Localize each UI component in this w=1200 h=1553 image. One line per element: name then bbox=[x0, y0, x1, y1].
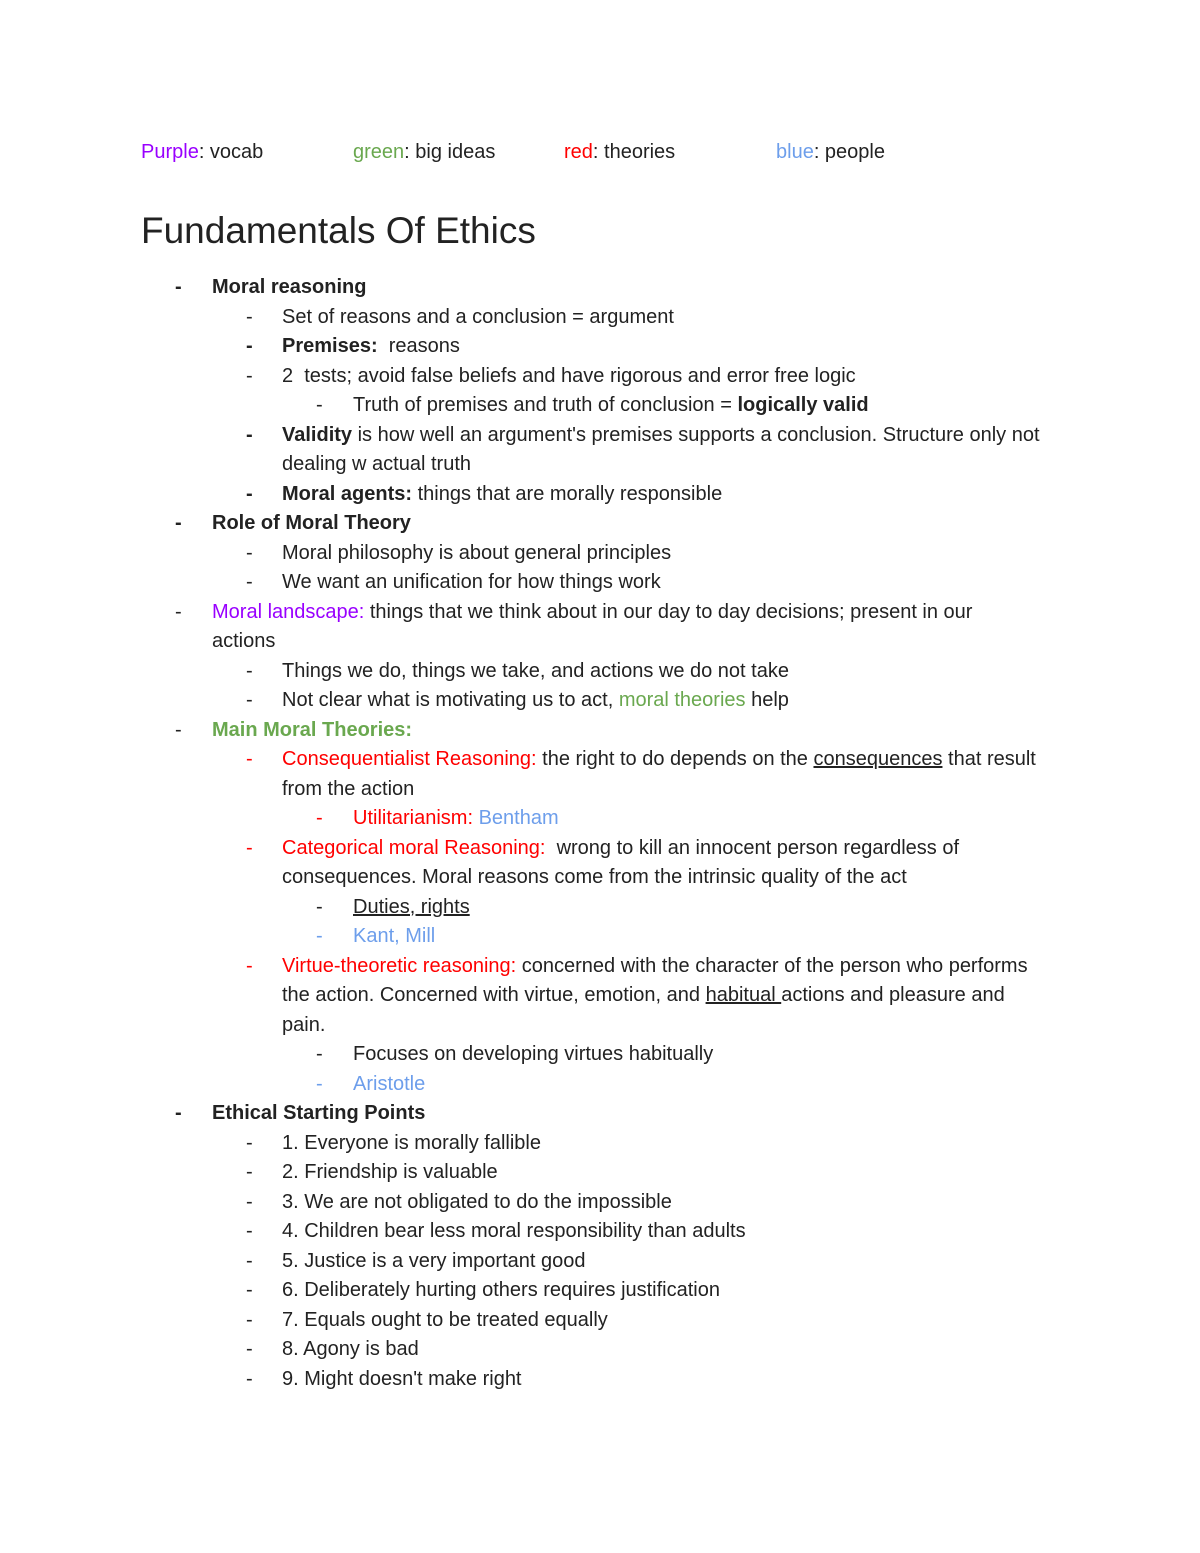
legend-color-word: Purple bbox=[141, 141, 199, 163]
list-item bbox=[0, 421, 1040, 480]
bullet-dash: - bbox=[246, 335, 253, 357]
note-text: concerned with the character of the person who performs the action. Concerned with virtue, emotion, and bbox=[282, 954, 1028, 1006]
list-item bbox=[0, 1247, 1040, 1277]
bullet-dash: - bbox=[246, 1308, 253, 1331]
list-item bbox=[0, 332, 1040, 362]
legend-blue bbox=[776, 141, 885, 164]
bullet-dash: - bbox=[246, 1249, 253, 1272]
notes-outline bbox=[0, 273, 1200, 1394]
note-text: reasons bbox=[377, 335, 460, 357]
legend-meaning: : people bbox=[813, 141, 885, 163]
bullet-dash: - bbox=[246, 423, 253, 446]
legend-color-word: red bbox=[564, 141, 593, 163]
list-item bbox=[0, 1217, 1040, 1247]
bullet-dash: - bbox=[246, 689, 253, 711]
bullet-dash: - bbox=[316, 394, 323, 416]
note-text: the right to do depends on the bbox=[536, 748, 814, 770]
list-item bbox=[0, 362, 1040, 392]
list-item bbox=[0, 1335, 1040, 1365]
legend-meaning: : vocab bbox=[198, 141, 264, 163]
bullet-dash: - bbox=[246, 1279, 253, 1301]
person-name: Kant, Mill bbox=[353, 925, 436, 947]
list-item bbox=[0, 1099, 1040, 1129]
note-text: Moral philosophy is about general principles bbox=[282, 541, 672, 564]
list-item bbox=[0, 1040, 1040, 1070]
bullet-dash: - bbox=[175, 600, 182, 623]
bullet-dash: - bbox=[316, 895, 323, 918]
legend-red bbox=[564, 141, 675, 164]
underlined-text: habitual bbox=[705, 984, 782, 1006]
bullet-dash: - bbox=[246, 1190, 253, 1213]
big-idea-text: moral theories bbox=[618, 689, 746, 711]
bullet-dash: - bbox=[316, 925, 323, 947]
page-title: Fundamentals Of Ethics bbox=[141, 210, 536, 251]
note-text: things that we think about in our day to day decisions; present in our actions bbox=[212, 600, 973, 652]
bullet-dash: - bbox=[175, 1102, 182, 1124]
legend-green bbox=[353, 141, 495, 164]
list-item bbox=[0, 922, 1040, 952]
note-text: Things we do, things we take, and actions we do not take bbox=[282, 659, 789, 682]
note-text: 6. Deliberately hurting others requires justification bbox=[282, 1279, 720, 1301]
vocab-term: Moral agents: bbox=[282, 482, 413, 505]
note-text: help bbox=[745, 689, 789, 711]
note-text: 2. Friendship is valuable bbox=[282, 1161, 498, 1183]
list-item bbox=[0, 509, 1040, 539]
note-text: Not clear what is motivating us to act, bbox=[282, 689, 619, 711]
note-text: that result from the action bbox=[282, 748, 1036, 800]
bullet-dash: - bbox=[246, 748, 253, 770]
note-text: wrong to kill an innocent person regardless of consequences. Moral reasons come from the intrinsic quality of the act bbox=[282, 836, 965, 888]
bullet-dash: - bbox=[175, 718, 182, 741]
color-legend bbox=[141, 141, 1041, 169]
bullet-dash: - bbox=[246, 571, 253, 593]
bullet-dash: - bbox=[175, 276, 182, 298]
theory-term: Categorical moral Reasoning: bbox=[282, 836, 546, 859]
list-item bbox=[0, 598, 1040, 657]
vocab-term: Moral landscape: bbox=[212, 600, 365, 623]
section-heading: Role of Moral Theory bbox=[212, 512, 411, 534]
legend-purple bbox=[141, 141, 263, 164]
bullet-dash: - bbox=[246, 659, 253, 682]
person-name: Bentham bbox=[473, 807, 559, 829]
list-item bbox=[0, 303, 1040, 333]
legend-color-word: green bbox=[353, 141, 405, 163]
list-item bbox=[0, 716, 1040, 746]
person-name: Aristotle bbox=[353, 1072, 426, 1095]
note-text: 5. Justice is a very important good bbox=[282, 1249, 586, 1272]
note-text: 1. Everyone is morally fallible bbox=[282, 1131, 541, 1154]
bullet-dash: - bbox=[316, 1043, 323, 1065]
bullet-dash: - bbox=[246, 954, 253, 977]
legend-meaning: : theories bbox=[592, 141, 676, 163]
list-item bbox=[0, 952, 1040, 1041]
bullet-dash: - bbox=[246, 541, 253, 564]
bullet-dash: - bbox=[246, 364, 253, 387]
note-text: Truth of premises and truth of conclusion = bbox=[353, 394, 738, 416]
theory-term: Virtue-theoretic reasoning: bbox=[282, 954, 517, 977]
note-text: actions and pleasure and pain. bbox=[282, 984, 1005, 1036]
vocab-term: Premises: bbox=[282, 335, 378, 357]
list-item bbox=[0, 391, 1040, 421]
list-item bbox=[0, 686, 1040, 716]
note-text: Set of reasons and a conclusion = argument bbox=[282, 305, 674, 328]
note-text: Focuses on developing virtues habitually bbox=[353, 1043, 714, 1065]
bullet-dash: - bbox=[246, 1131, 253, 1154]
emphasis-text: logically valid bbox=[737, 394, 869, 416]
underlined-text: consequences bbox=[813, 748, 943, 770]
list-item bbox=[0, 1158, 1040, 1188]
bullet-dash: - bbox=[246, 1338, 253, 1360]
legend-meaning: : big ideas bbox=[404, 141, 496, 163]
note-text: 7. Equals ought to be treated equally bbox=[282, 1308, 608, 1331]
bullet-dash: - bbox=[246, 836, 253, 859]
list-item bbox=[0, 804, 1040, 834]
bullet-dash: - bbox=[316, 807, 323, 829]
list-item bbox=[0, 1276, 1040, 1306]
bullet-dash: - bbox=[246, 482, 253, 505]
list-item bbox=[0, 480, 1040, 510]
list-item bbox=[0, 1306, 1040, 1336]
section-heading: Ethical Starting Points bbox=[212, 1102, 426, 1124]
underlined-text: Duties, rights bbox=[353, 895, 470, 918]
note-text: is how well an argument's premises supports a conclusion. Structure only not dealing w actual truth bbox=[282, 423, 1040, 475]
list-item bbox=[0, 1070, 1040, 1100]
theory-term: Utilitarianism: bbox=[353, 807, 474, 829]
note-text: 4. Children bear less moral responsibility than adults bbox=[282, 1220, 746, 1242]
note-text: things that are morally responsible bbox=[412, 482, 723, 505]
list-item bbox=[0, 273, 1040, 303]
theory-term: Consequentialist Reasoning: bbox=[282, 748, 537, 770]
note-text: We want an unification for how things work bbox=[282, 571, 661, 593]
bullet-dash: - bbox=[246, 305, 253, 328]
bullet-dash: - bbox=[175, 512, 182, 534]
legend-color-word: blue bbox=[776, 141, 814, 163]
bullet-dash: - bbox=[246, 1161, 253, 1183]
note-text: 9. Might doesn't make right bbox=[282, 1367, 522, 1390]
note-text: 8. Agony is bad bbox=[282, 1338, 419, 1360]
list-item bbox=[0, 1365, 1040, 1395]
list-item bbox=[0, 893, 1040, 923]
section-heading: Moral reasoning bbox=[212, 276, 367, 298]
list-item bbox=[0, 657, 1040, 687]
list-item bbox=[0, 1129, 1040, 1159]
list-item bbox=[0, 834, 1040, 893]
list-item bbox=[0, 1188, 1040, 1218]
section-heading: Main Moral Theories: bbox=[212, 718, 413, 741]
bullet-dash: - bbox=[246, 1367, 253, 1390]
note-text: 3. We are not obligated to do the impossible bbox=[282, 1190, 672, 1213]
list-item bbox=[0, 539, 1040, 569]
note-text: 2 tests; avoid false beliefs and have rigorous and error free logic bbox=[282, 364, 856, 387]
list-item bbox=[0, 568, 1040, 598]
bullet-dash: - bbox=[246, 1220, 253, 1242]
vocab-term: Validity bbox=[282, 423, 353, 446]
bullet-dash: - bbox=[316, 1072, 323, 1095]
list-item bbox=[0, 745, 1040, 804]
